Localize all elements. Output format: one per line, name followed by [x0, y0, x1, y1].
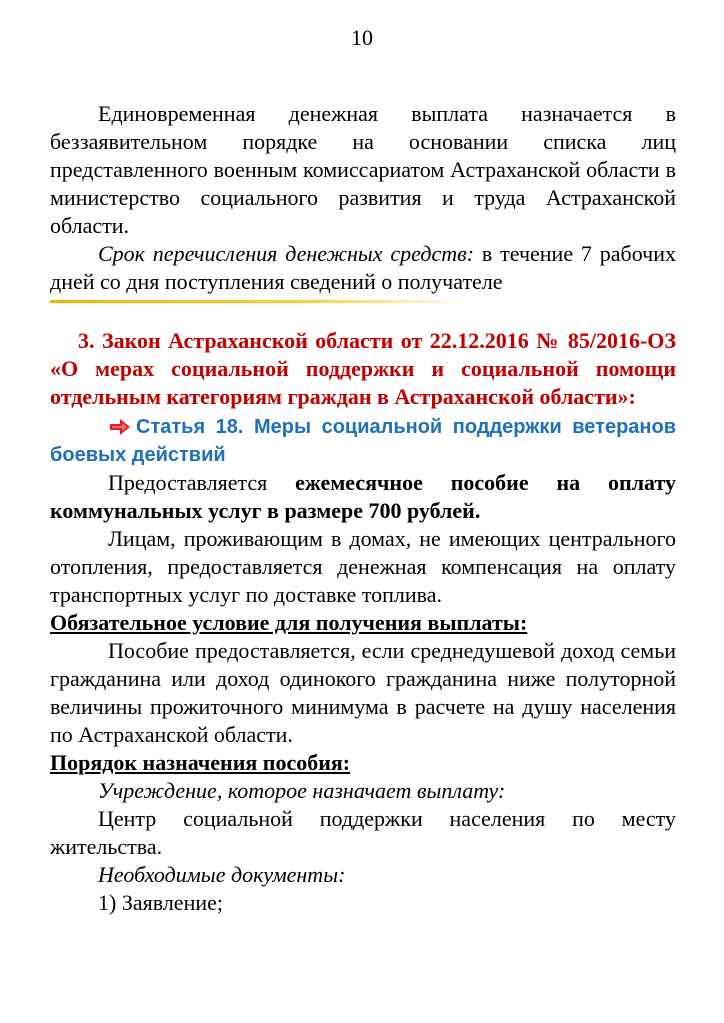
paragraph-fuel-compensation: Лицам, проживающим в домах, не имеющих центрального отопления, предоставляется денежная компенсация на оплату транспортных услуг по доставке топлива. [50, 526, 676, 607]
paragraph-lump-sum-payment: Единовременная денежная выплата назначается в беззаявительном порядке на основании списка лиц представленного военным комиссариатом Астраханской области в министерство социального развития и труда Астраханской области. [50, 101, 676, 238]
paragraph-monthly-allowance [50, 469, 676, 525]
arrow-right-icon [110, 419, 130, 435]
document-item-1: 1) Заявление; [98, 890, 223, 915]
documents-label: Необходимые документы: [98, 862, 346, 887]
highlight-rule [50, 300, 470, 303]
law-title: 3. Закон Астраханской области от 22.12.2016 № 85/2016-ОЗ «О мерах социальной поддержки и социальной помощи отдельным категориям граждан в Астраханской области»: [50, 328, 676, 409]
allowance-amount: ежемесячное пособие на оплату коммунальных услуг в размере 700 рублей. [50, 470, 676, 523]
institution-text: Центр социальной поддержки населения по месту жительства. [50, 806, 676, 859]
allowance-text: Предоставляется [108, 470, 296, 495]
paragraph-income-condition: Пособие предоставляется, если среднедушевой доход семьи гражданина или доход одинокого гражданина ниже полуторной величины прожиточного минимума в расчете на душу населения по Астраханской области. [50, 638, 676, 747]
procedure-heading: Порядок назначения пособия: [50, 750, 351, 775]
paragraph-transfer-term [50, 240, 676, 296]
document-body [50, 100, 676, 917]
article-heading [50, 413, 676, 469]
institution-label: Учреждение, которое назначает выплату: [98, 778, 506, 803]
transfer-term-text: в течение 7 рабочих дней со дня поступления сведений о получателе [50, 241, 677, 294]
condition-heading: Обязательное условие для получения выплаты: [50, 610, 528, 635]
transfer-term-label: Срок перечисления денежных средств: [98, 241, 475, 266]
article-title: Статья 18. Меры социальной поддержки ветеранов боевых действий [50, 416, 676, 466]
page-number: 10 [351, 25, 373, 50]
